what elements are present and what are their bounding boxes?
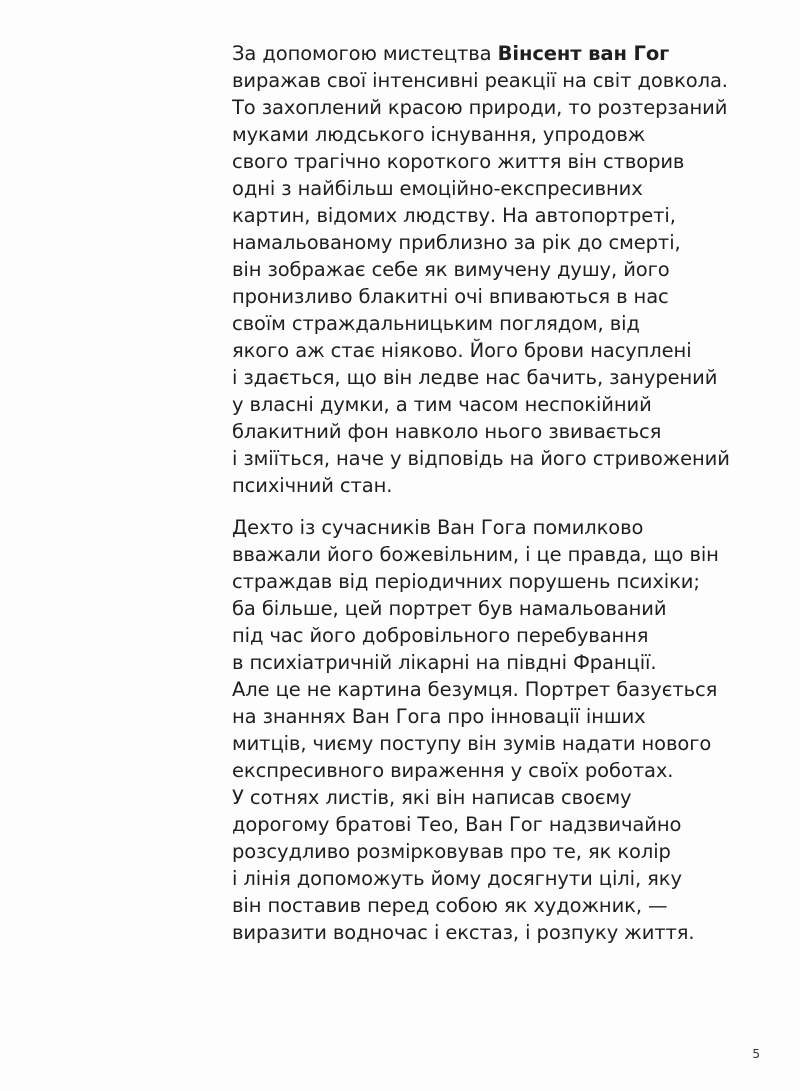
paragraph-line: на знаннях Ван Гога про інновації інших	[232, 705, 646, 728]
paragraph-line: своїм страждальницьким поглядом, від	[232, 312, 640, 335]
paragraph-line: під час його добровільного перебування	[232, 624, 649, 647]
paragraph-line: у власні думки, а тим часом неспокійний	[232, 393, 652, 416]
paragraph-1	[232, 40, 772, 499]
paragraph-line: Але це не картина безумця. Портрет базується	[232, 678, 718, 701]
paragraph-line: психічний стан.	[232, 474, 393, 497]
paragraph-line: пронизливо блакитні очі впиваються в нас	[232, 285, 669, 308]
paragraph-2	[232, 514, 772, 946]
paragraph-line: розсудливо розмірковував про те, як колір	[232, 840, 671, 863]
paragraph-line: То захоплений красою природи, то розтерзаний	[232, 96, 728, 119]
line-text: За допомогою мистецтва	[232, 42, 498, 65]
paragraph-line: страждав від періодичних порушень психіки;	[232, 570, 700, 593]
paragraph-line: і здається, що він ледве нас бачить, занурений	[232, 366, 718, 389]
paragraph-line: одні з найбільш емоційно-експресивних	[232, 177, 643, 200]
paragraph-line: ба більше, цей портрет був намальований	[232, 597, 667, 620]
paragraph-line: картин, відомих людству. На автопортреті,	[232, 204, 676, 227]
paragraph-line: блакитний фон навколо нього звивається	[232, 420, 662, 443]
paragraph-line: митців, чиєму поступу він зумів надати нового	[232, 732, 712, 755]
paragraph-line: Дехто із сучасників Ван Гога помилково	[232, 516, 644, 539]
artist-name: Вінсент ван Гог	[497, 42, 670, 65]
paragraph-line: свого трагічно короткого життя він створив	[232, 150, 685, 173]
paragraph-line: вважали його божевільним, і це правда, що він	[232, 543, 719, 566]
paragraph-line: в психіатричній лікарні на півдні Франції.	[232, 651, 657, 674]
paragraph-line: намальованому приблизно за рік до смерті,	[232, 231, 681, 254]
page-number: 5	[752, 1047, 760, 1061]
paragraph-line	[232, 40, 772, 67]
paragraph-line: він поставив перед собою як художник, —	[232, 894, 668, 917]
paragraph-line: і лінія допоможуть йому досягнути цілі, яку	[232, 867, 682, 890]
paragraph-line: він зображає себе як вимучену душу, його	[232, 258, 670, 281]
paragraph-line: і зміїться, наче у відповідь на його стривожений	[232, 447, 730, 470]
paragraph-line: дорогому братові Тео, Ван Гог надзвичайно	[232, 813, 682, 836]
paragraph-line: муками людського існування, упродовж	[232, 123, 646, 146]
paragraph-line: якого аж стає ніяково. Його брови насуплені	[232, 339, 692, 362]
paragraph-line: У сотнях листів, які він написав своєму	[232, 786, 632, 809]
paragraph-line: виражав свої інтенсивні реакції на світ довкола.	[232, 69, 728, 92]
paragraph-line: виразити водночас і екстаз, і розпуку життя.	[232, 921, 695, 944]
paragraph-line: експресивного вираження у своїх роботах.	[232, 759, 674, 782]
